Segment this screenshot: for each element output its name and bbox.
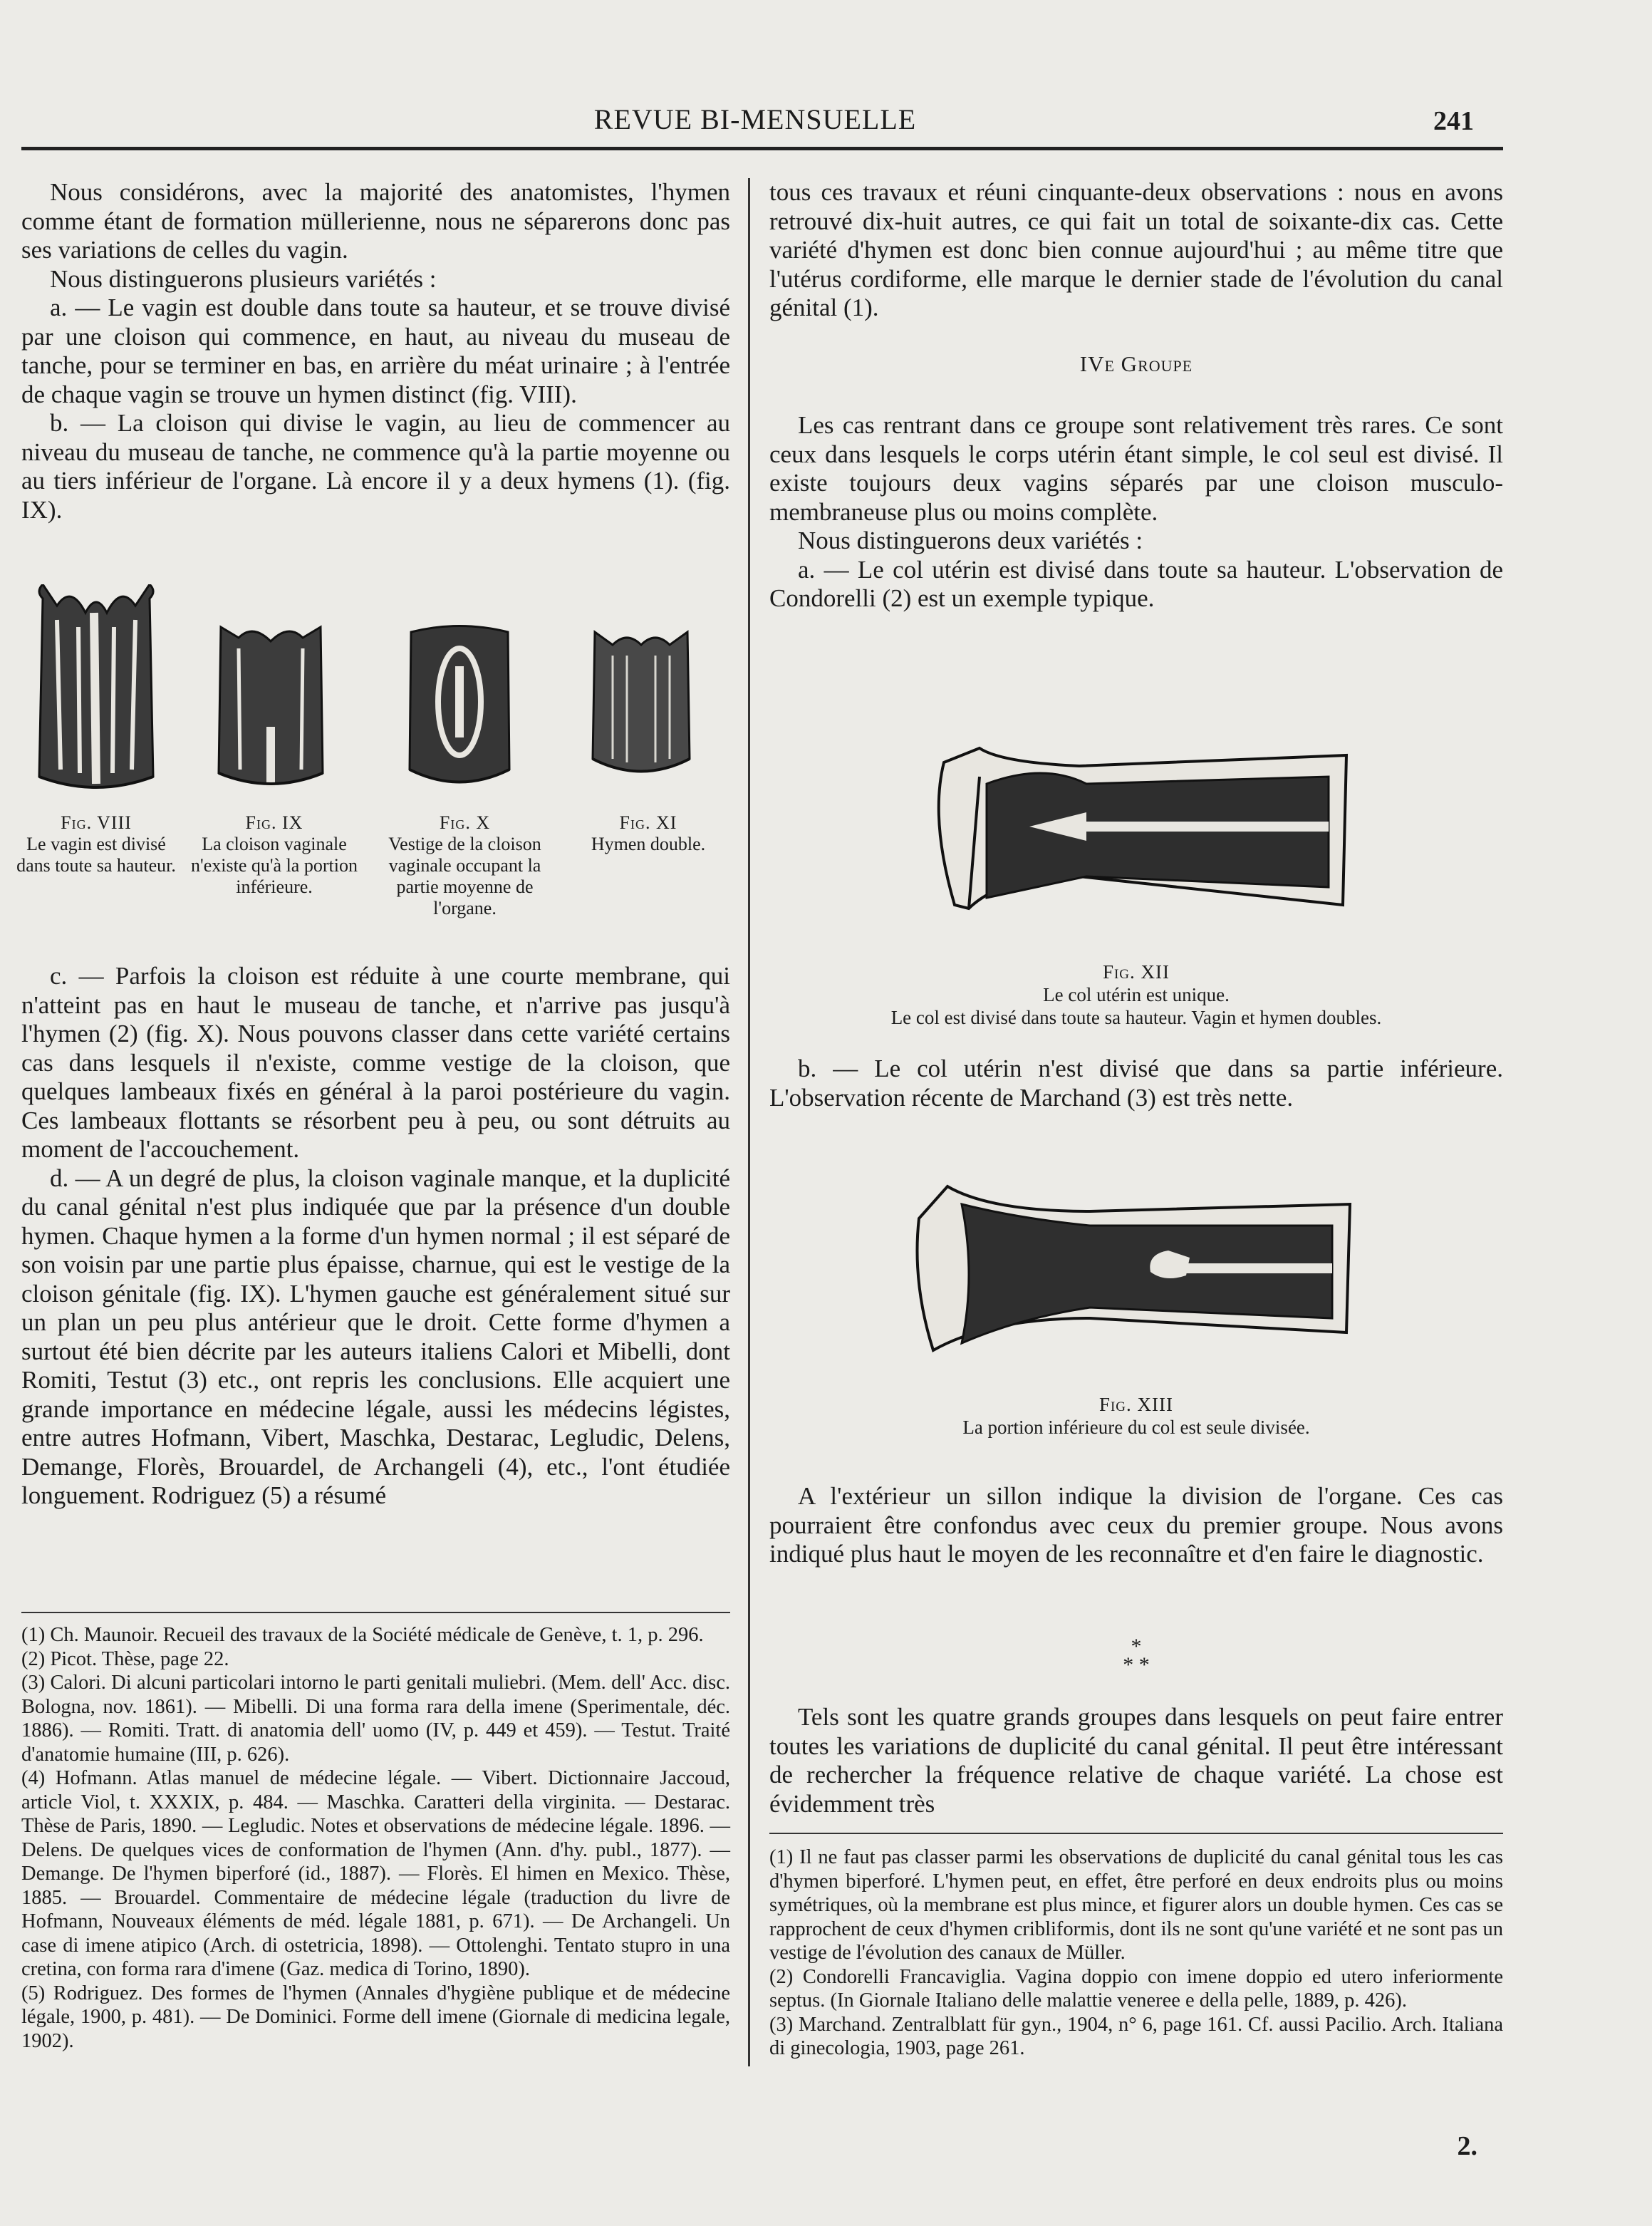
journal-title: REVUE BI-MENSUELLE bbox=[593, 103, 917, 135]
figure-caption-text: Vestige de la cloison vaginale occupant la partie moyenne de l'organe. bbox=[388, 834, 541, 918]
figure-viii-drawing bbox=[28, 584, 164, 798]
star-bottom: * * bbox=[1123, 1653, 1150, 1677]
left-column-top-text bbox=[21, 178, 730, 524]
figure-ix-drawing bbox=[210, 620, 331, 798]
figure-viii-caption bbox=[14, 812, 178, 876]
footnote: (2) Picot. Thèse, page 22. bbox=[21, 1647, 229, 1670]
footnote: (3) Marchand. Zentralblatt für gyn., 1904, n° 6, page 161. Cf. aussi Pacilio. Arch. Italiana di ginecologia, 1903, page 261. bbox=[769, 2013, 1503, 2059]
figure-xii-drawing bbox=[915, 734, 1357, 930]
paragraph: c. — Parfois la cloison est réduite à une courte membrane, qui n'atteint pas en haut le museau de tanche, et n'arrive pas jusqu'à l'hymen (2) (fig. X). Nous pouvons classer dans cette variété certains cas dans lesquels il n'existe, comme vestige de la cloison, que quelques lambeaux fixés en général à la paroi postérieure du vagin. Ces lambeaux flottants se résorbent peu à peu, ou sont détruits au moment de l'accouchement. bbox=[21, 962, 730, 1163]
figure-caption-text: Hymen double. bbox=[591, 834, 706, 854]
paragraph: d. — A un degré de plus, la cloison vaginale manque, et la duplicité du canal génital n'est plus indiquée que par la présence d'un double hymen. Chaque hymen a la forme d'un hymen normal ; il est séparé de son voisin par une partie plus épaisse, charnue, qui est le vestige de la cloison génitale (fig. IX). L'hymen gauche est généralement situé sur un plan un peu plus antérieur que le droit. Cette forme d'hymen a surtout été bien décrite par les auteurs italiens Calori et Mibelli, dont Romiti, Testut (3) etc., ont repris les conclusions. Elle acquiert une grande importance en médecine légale, aussi les médecins légistes, entre autres Hofmann, Vibert, Maschka, Destarac, Legludic, Delens, Demange, Florès, Brouardel, de Archangeli (4), etc., l'ont étudiée longuement. Rodriguez (5) a résumé bbox=[21, 1164, 730, 1509]
figure-xi-drawing bbox=[584, 623, 698, 787]
figure-x-drawing bbox=[402, 623, 516, 794]
section-stars bbox=[769, 1635, 1503, 1677]
footnote: (4) Hofmann. Atlas manuel de médecine légale. — Vibert. Dictionnaire Jaccoud, article Viol, t. XXXIX, p. 484. — Maschka. Caratteri della virginita. — Destarac. Thèse de Paris, 1890. — Legludic. Notes et observations de médecine légale. 1896. — Delens. De quelques vices de conformation de l'hymen (Ann. d'hy. publ., 1877). — Demange. De l'hymen biperforé (id., 1887). — Florès. El himen en Mexico. Thèse, 1885. — Brouardel. Commentaire de médecine légale (traduction du livre de Hofmann, Nouveaux éléments de méd. légale 1881, p. 671). — De Archangeli. Un case di imene atipico (Arch. di ostetricia, 1898). — Ottolenghi. Tentato stupro in una cretina, con forma rara d'imene (Gaz. medica di Torino, 1890). bbox=[21, 1767, 730, 1980]
paragraph: Nous distinguerons plusieurs variétés : bbox=[50, 264, 437, 293]
running-header bbox=[0, 98, 1652, 141]
right-column-top-text bbox=[769, 178, 1503, 614]
paragraph: tous ces travaux et réuni cinquante-deux observations : nous en avons retrouvé dix-huit autres, ce qui fait un total de soixante-dix cas. Cette variété d'hymen est donc bien connue aujourd'hui ; au même titre que l'utérus cordiforme, elle marque le dernier stade de l'évolution du canal génital (1). bbox=[769, 178, 1503, 321]
figure-ix-caption bbox=[185, 812, 363, 898]
figure-label: Fig. XIII bbox=[1098, 1394, 1174, 1415]
figure-xii-caption bbox=[769, 961, 1503, 1029]
paragraph: Nous considérons, avec la majorité des anatomistes, l'hymen comme étant de formation müllerienne, nous ne séparerons donc pas ses variations de celles du vagin. bbox=[21, 178, 730, 264]
right-column-mid-text bbox=[769, 1055, 1503, 1112]
paragraph: b. — Le col utérin n'est divisé que dans sa partie inférieure. L'observation récente de Marchand (3) est très nette. bbox=[769, 1055, 1503, 1112]
paragraph: Nous distinguerons deux variétés : bbox=[798, 527, 1143, 554]
figure-xi-caption bbox=[563, 812, 734, 855]
figure-label: Fig. VIII bbox=[61, 812, 132, 833]
figure-caption-text: La portion inférieure du col est seule divisée. bbox=[962, 1417, 1310, 1438]
paragraph: A l'extérieur un sillon indique la division de l'organe. Ces cas pourraient être confondus avec ceux du premier groupe. Nous avons indiqué plus haut le moyen de les reconnaître et d'en faire le diagnostic. bbox=[769, 1482, 1503, 1568]
paragraph: a. — Le vagin est double dans toute sa hauteur, et se trouve divisé par une cloison qui commence, en haut, au niveau du museau de tanche, pour se terminer en bas, en arrière du méat urinaire ; à l'entrée de chaque vagin se trouve un hymen distinct (fig. VIII). bbox=[21, 294, 730, 408]
paragraph: b. — La cloison qui divise le vagin, au lieu de commencer au niveau du museau de tanche, ne commence qu'à la partie moyenne ou au tiers inférieur de l'organe. Là encore il y a deux hymens (1). (fig. IX). bbox=[21, 409, 730, 524]
group-heading: IVe Groupe bbox=[1079, 351, 1193, 376]
footnote: (3) Calori. Di alcuni particolari intorno le parti genitali muliebri. (Mem. dell' Acc. disc. Bologna, nov. 1861). — Mibelli. Di una forma rara della imene (Sperimentale, déc. 1886). — Romiti. Tratt. di anatomia dell' uomo (IV, p. 449 et 459). — Testut. Traité d'anatomie humaine (III, p. 626). bbox=[21, 1672, 730, 1766]
figure-caption-text: Le col utérin est unique. bbox=[1043, 984, 1230, 1005]
figure-caption-text: Le vagin est divisé dans toute sa hauteur. bbox=[16, 834, 176, 876]
page-number: 241 bbox=[1433, 106, 1474, 136]
signature-mark: 2. bbox=[1457, 2131, 1477, 2161]
figure-xiii-caption bbox=[769, 1393, 1503, 1439]
figure-label: Fig. XII bbox=[1102, 961, 1170, 983]
figure-caption-text: Le col est divisé dans toute sa hauteur. Vagin et hymen doubles. bbox=[890, 1007, 1382, 1028]
star-top: * bbox=[1131, 1635, 1142, 1658]
figure-xiii-drawing bbox=[905, 1176, 1361, 1365]
figure-caption-text: La cloison vaginale n'existe qu'à la portion inférieure. bbox=[191, 834, 358, 897]
figure-label: Fig. X bbox=[439, 812, 491, 833]
footnote-rule-left bbox=[21, 1612, 730, 1613]
paragraph: a. — Le col utérin est divisé dans toute sa hauteur. L'observation de Condorelli (2) est un exemple typique. bbox=[769, 555, 1503, 612]
footnote-rule-right bbox=[769, 1833, 1503, 1834]
figure-label: Fig. XI bbox=[619, 812, 677, 833]
right-column-exterior-text bbox=[769, 1482, 1503, 1569]
footnote: (1) Ch. Maunoir. Recueil des travaux de la Société médicale de Genève, t. 1, p. 296. bbox=[21, 1624, 704, 1646]
figure-label: Fig. IX bbox=[245, 812, 303, 833]
left-column-bottom-text bbox=[21, 962, 730, 1511]
paragraph: Les cas rentrant dans ce groupe sont relativement très rares. Ce sont ceux dans lesquels le corps utérin étant simple, le col seul est divisé. Il existe toujours deux vagins séparés par une cloison musculo-membraneuse plus ou moins complète. bbox=[769, 411, 1503, 526]
right-column-final-text bbox=[769, 1703, 1503, 1818]
left-footnotes bbox=[21, 1623, 730, 2053]
footnote: (5) Rodriguez. Des formes de l'hymen (Annales d'hygiène publique et de médecine légale, 1900, p. 481). — De Dominici. Forme dell imene (Giornale di medicina legale, 1902). bbox=[21, 1982, 730, 2052]
right-footnotes bbox=[769, 1845, 1503, 2061]
figure-x-caption bbox=[370, 812, 559, 919]
header-rule bbox=[21, 147, 1503, 150]
footnote: (1) Il ne faut pas classer parmi les observations de duplicité du canal génital tous les cas d'hymen biperforé. L'hymen peut, en effet, être perforé en deux endroits plus ou moins symétriques, où la membrane est plus mince, et figurer alors un double hymen. Ces cas se rapprochent de ceux d'hymen cribliformis, dont ils ne sont qu'une variété et ne sont pas un vestige de l'évolution des canaux de Müller. bbox=[769, 1846, 1503, 1964]
footnote: (2) Condorelli Francaviglia. Vagina doppio con imene doppio ed utero inferiormente septus. (In Giornale Italiano delle malattie veneree e della pelle, 1889, p. 426). bbox=[769, 1965, 1503, 2012]
figure-row-viii-xi bbox=[14, 584, 734, 955]
paragraph: Tels sont les quatre grands groupes dans lesquels on peut faire entrer toutes les variations de duplicité du canal génital. Il peut être intéressant de rechercher la fréquence relative de chaque variété. La chose est évidemment très bbox=[769, 1703, 1503, 1818]
column-divider bbox=[748, 178, 750, 2066]
